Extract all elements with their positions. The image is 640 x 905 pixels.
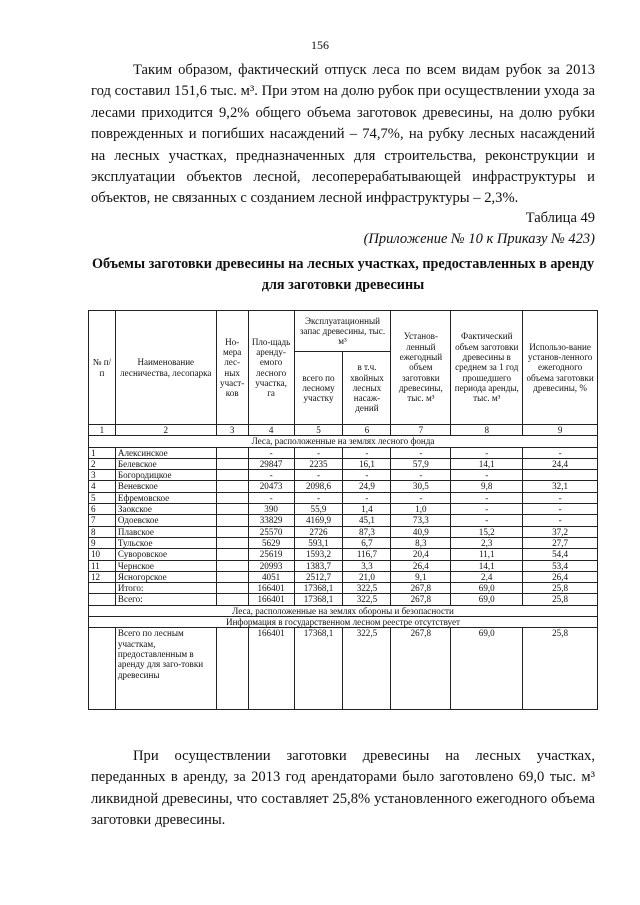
cell-ac: 2,3 [451,537,523,548]
cell-n: 2 [89,458,116,469]
cell-area: 20993 [248,560,294,571]
header-usage: Использо-вание установ-ленного ежегодного объема заготовки древесины, % [523,311,598,425]
cell-sc: 3,3 [343,560,391,571]
cell-st: - [294,447,343,458]
table-row [89,458,598,469]
cell-st: 55,9 [294,504,343,515]
cell-ac: 69,0 [451,628,523,710]
table-row [89,526,598,537]
cell-sc: 45,1 [343,515,391,526]
cell-ac: 9,8 [451,481,523,492]
cell-an: 73,3 [391,515,451,526]
subtotal-row [89,583,598,594]
cell-empty [216,628,248,710]
cell-name: Суворовское [115,549,216,560]
cell-an: 267,8 [391,594,451,605]
cell-sc: 322,5 [343,583,391,594]
cell-n: 11 [89,560,116,571]
cell-an: - [391,492,451,503]
cell-sc: 24,9 [343,481,391,492]
cell-st: 2235 [294,458,343,469]
cell-an: 9,1 [391,571,451,582]
section-row [89,436,598,447]
cell-st: - [294,492,343,503]
cell-q [216,571,248,582]
cell-empty [89,594,116,605]
cell-an: - [391,447,451,458]
cell-name: Тульское [115,537,216,548]
column-number: 3 [216,425,248,436]
cell-an: 26,4 [391,560,451,571]
section-title: Леса, расположенные на землях обороны и безопасности [89,605,598,616]
total-row [89,594,598,605]
section-note: Информация в государственном лесном реестре отсутствует [89,617,598,628]
cell-ac: 11,1 [451,549,523,560]
cell-an: 8,3 [391,537,451,548]
cell-q [216,515,248,526]
section-row [89,605,598,616]
cell-sc: 322,5 [343,594,391,605]
cell-sc: 116,7 [343,549,391,560]
cell-area: 166401 [248,583,294,594]
cell-n: 8 [89,526,116,537]
cell-an: 57,9 [391,458,451,469]
cell-ac: - [451,515,523,526]
cell-q [216,492,248,503]
cell-an: 30,5 [391,481,451,492]
cell-area: 25619 [248,549,294,560]
cell-label: Итого: [115,583,216,594]
header-quarters: Но-мера лес-ных участ-ков [216,311,248,425]
cell-us: 26,4 [523,571,598,582]
cell-n: 1 [89,447,116,458]
cell-area: 29847 [248,458,294,469]
cell-n: 6 [89,504,116,515]
cell-ac: 69,0 [451,594,523,605]
table-title: Объемы заготовки древесины на лесных участках, предоставленных в аренду для заготовки древесины [91,256,595,293]
cell-st: 2098,6 [294,481,343,492]
cell-n: 7 [89,515,116,526]
grand-total-row [89,628,598,710]
cell-empty [216,594,248,605]
column-number: 6 [343,425,391,436]
header-name: Наименование лесничества, лесопарка [115,311,216,425]
closing-paragraph-text: При осуществлении заготовки древесины на лесных участках, переданных в аренду, за 2013 год арендаторами было заготовлено 69,0 тыс. м³ ликвидной древесины, что составляет 25,8% установленного ежегодного объема заготовки древесины. [91,748,595,829]
intro-paragraph-text: Таким образом, фактический отпуск леса по всем видам рубок за 2013 год составил 151,6 тыс. м³. При этом на долю рубок при осуществлении ухода за лесами приходится 9,2% общего объема заготовок древесины, на долю рубки поврежденных и погибших насаждений – 74,7%, на рубку лесных насаждений на лесных участках, предназначенных для строительства, реконструкции и эксплуатации объектов лесной, лесоперерабатывающей инфраструктуры и объектов, не связанных с созданием лесной инфраструктуры – 2,3%. [91,62,595,207]
cell-us: 25,8 [523,583,598,594]
column-number: 5 [294,425,343,436]
cell-area: 4051 [248,571,294,582]
cell-n: 4 [89,481,116,492]
section-title: Леса, расположенные на землях лесного фонда [89,436,598,447]
cell-n: 3 [89,470,116,481]
section-note-row [89,617,598,628]
table-row [89,515,598,526]
cell-q [216,526,248,537]
cell-sc: 87,3 [343,526,391,537]
cell-sc: 1,4 [343,504,391,515]
cell-area: 20473 [248,481,294,492]
table-row [89,504,598,515]
page-number: 156 [311,38,329,52]
table-number: Таблица 49 [525,210,595,226]
cell-n: 10 [89,549,116,560]
cell-us: 53,4 [523,560,598,571]
cell-st: 17368,1 [294,628,343,710]
header-stock-group: Эксплуатационный запас древесины, тыс. м³ [294,311,391,352]
cell-us: 27,7 [523,537,598,548]
table-row [89,481,598,492]
intro-paragraph [91,60,595,210]
table-reference: (Приложение № 10 к Приказу № 423) [363,231,595,247]
cell-q [216,470,248,481]
cell-q [216,560,248,571]
header-stock-conif: в т.ч. хвойных лесных насаж-дений [343,352,391,425]
cell-q [216,537,248,548]
column-number: 7 [391,425,451,436]
cell-st: 1593,2 [294,549,343,560]
cell-st: 2512,7 [294,571,343,582]
cell-sc: 16,1 [343,458,391,469]
cell-name: Белевское [115,458,216,469]
cell-us: - [523,492,598,503]
cell-ac: - [451,504,523,515]
table-row [89,571,598,582]
cell-area: 166401 [248,628,294,710]
cell-empty [216,583,248,594]
column-number: 9 [523,425,598,436]
cell-q [216,481,248,492]
cell-sc: - [343,470,391,481]
cell-name: Заокское [115,504,216,515]
cell-ac: 15,2 [451,526,523,537]
cell-ac: - [451,470,523,481]
cell-us: 32,1 [523,481,598,492]
cell-empty [89,628,116,710]
header-stock-total: всего по лесному участку [294,352,343,425]
cell-area: 390 [248,504,294,515]
cell-us: 37,2 [523,526,598,537]
cell-st: 593,1 [294,537,343,548]
cell-us: - [523,515,598,526]
cell-name: Веневское [115,481,216,492]
cell-an: 267,8 [391,628,451,710]
cell-an: 20,4 [391,549,451,560]
cell-ac: 14,1 [451,458,523,469]
cell-ac: 2,4 [451,571,523,582]
cell-an: - [391,470,451,481]
cell-area: 25570 [248,526,294,537]
header-actual: Фактический объем заготовки древесины в среднем за 1 год прошедшего периода аренды, тыс. м³ [451,311,523,425]
cell-sc: 6,7 [343,537,391,548]
cell-name: Одоевское [115,515,216,526]
column-number: 1 [89,425,116,436]
cell-n: 12 [89,571,116,582]
cell-label: Всего: [115,594,216,605]
cell-name: Чернское [115,560,216,571]
cell-ac: 69,0 [451,583,523,594]
cell-name: Ефремовское [115,492,216,503]
header-num: № п/п [89,311,116,425]
cell-ac: - [451,447,523,458]
cell-n: 5 [89,492,116,503]
cell-st: 1383,7 [294,560,343,571]
cell-st: - [294,470,343,481]
column-numbers-row [89,425,598,436]
table-row [89,537,598,548]
cell-an: 1,0 [391,504,451,515]
cell-area: 33829 [248,515,294,526]
table-row [89,447,598,458]
cell-empty [89,583,116,594]
cell-us: 54,4 [523,549,598,560]
cell-area: - [248,492,294,503]
table-row [89,470,598,481]
column-number: 4 [248,425,294,436]
cell-area: 5629 [248,537,294,548]
cell-name: Алексинское [115,447,216,458]
cell-st: 17368,1 [294,583,343,594]
cell-st: 17368,1 [294,594,343,605]
cell-sc: - [343,492,391,503]
cell-ac: 14,1 [451,560,523,571]
cell-an: 267,8 [391,583,451,594]
cell-name: Плавское [115,526,216,537]
cell-q [216,458,248,469]
column-number: 8 [451,425,523,436]
header-row [89,311,598,352]
table-row [89,549,598,560]
cell-st: 2726 [294,526,343,537]
closing-paragraph [91,746,595,832]
table-row [89,492,598,503]
cell-sc: 322,5 [343,628,391,710]
table-row [89,560,598,571]
cell-q [216,504,248,515]
cell-us [523,470,598,481]
cell-area: 166401 [248,594,294,605]
cell-st: 4169,9 [294,515,343,526]
table-body [89,436,598,710]
cell-an: 40,9 [391,526,451,537]
harvest-table [88,310,598,710]
cell-us: - [523,447,598,458]
cell-us: - [523,504,598,515]
cell-us: 25,8 [523,594,598,605]
cell-sc: - [343,447,391,458]
column-number: 2 [115,425,216,436]
cell-area: - [248,447,294,458]
cell-us: 24,4 [523,458,598,469]
cell-q [216,549,248,560]
cell-ac: - [451,492,523,503]
cell-sc: 21,0 [343,571,391,582]
cell-q [216,447,248,458]
cell-name: Богородицкое [115,470,216,481]
header-annual: Установ-ленный ежегодный объем заготовки древесины, тыс. м³ [391,311,451,425]
cell-name: Ясногорское [115,571,216,582]
header-area: Пло-щадь аренду-емого лесного участка, га [248,311,294,425]
cell-label: Всего по лесным участкам, предоставленным в аренду для заго-товки древесины [115,628,216,710]
cell-n: 9 [89,537,116,548]
cell-us: 25,8 [523,628,598,710]
cell-area: - [248,470,294,481]
